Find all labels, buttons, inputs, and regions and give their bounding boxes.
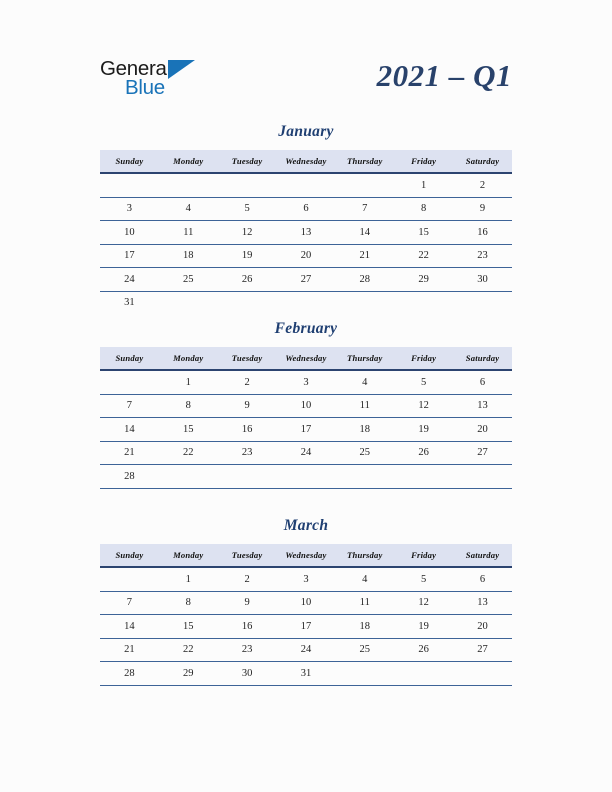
day-cell[interactable]: 12 [394, 394, 453, 418]
day-cell[interactable]: 18 [159, 244, 218, 268]
day-cell-empty [394, 291, 453, 314]
week-row [100, 291, 512, 314]
day-cell[interactable]: 5 [394, 567, 453, 591]
week-row [100, 221, 512, 245]
day-cell[interactable]: 10 [100, 221, 159, 245]
day-cell[interactable]: 11 [335, 591, 394, 615]
weekday-header-saturday: Saturday [453, 544, 512, 567]
day-cell[interactable]: 2 [453, 173, 512, 197]
day-cell-empty [335, 173, 394, 197]
day-cell[interactable]: 22 [159, 441, 218, 465]
day-cell[interactable]: 13 [453, 394, 512, 418]
month-table [100, 347, 512, 489]
month-block-january [100, 122, 512, 314]
weekday-header-row [100, 150, 512, 173]
weekday-header-friday: Friday [394, 347, 453, 370]
day-cell[interactable]: 4 [335, 567, 394, 591]
week-row [100, 268, 512, 292]
day-cell[interactable]: 17 [277, 615, 336, 639]
day-cell-empty [100, 370, 159, 394]
day-cell[interactable]: 12 [218, 221, 277, 245]
month-table [100, 544, 512, 686]
day-cell[interactable]: 29 [159, 662, 218, 686]
day-cell[interactable]: 31 [124, 297, 135, 309]
day-cell[interactable]: 27 [453, 638, 512, 662]
day-cell[interactable]: 13 [453, 591, 512, 615]
day-cell[interactable]: 18 [335, 615, 394, 639]
day-cell[interactable]: 22 [159, 638, 218, 662]
day-cell[interactable]: 26 [218, 268, 277, 292]
day-cell[interactable]: 4 [335, 370, 394, 394]
weekday-header-monday: Monday [159, 544, 218, 567]
day-cell[interactable]: 10 [277, 394, 336, 418]
day-cell[interactable]: 27 [277, 268, 336, 292]
week-row [100, 173, 512, 197]
day-cell[interactable]: 26 [394, 638, 453, 662]
weekday-header-thursday: Thursday [335, 544, 394, 567]
logo-text-blue: Blue [125, 76, 165, 99]
day-cell-empty [335, 662, 394, 686]
month-title: January [278, 123, 334, 140]
month-block-february [100, 319, 512, 489]
day-cell[interactable]: 6 [277, 197, 336, 221]
weekday-header-tuesday: Tuesday [218, 347, 277, 370]
day-cell[interactable]: 18 [335, 418, 394, 442]
weekday-header-thursday: Thursday [335, 150, 394, 173]
day-cell[interactable]: 17 [277, 418, 336, 442]
weekday-header-wednesday: Wednesday [277, 150, 336, 173]
day-cell[interactable]: 2 [218, 567, 277, 591]
day-cell-empty [100, 567, 159, 591]
day-cell[interactable]: 12 [394, 591, 453, 615]
day-cell[interactable]: 28 [100, 465, 159, 489]
week-row [100, 197, 512, 221]
weekday-header-monday: Monday [159, 347, 218, 370]
day-cell[interactable]: 8 [394, 197, 453, 221]
weekday-header-saturday: Saturday [453, 347, 512, 370]
day-cell[interactable]: 9 [218, 591, 277, 615]
day-cell[interactable]: 1 [394, 173, 453, 197]
day-cell[interactable]: 16 [453, 221, 512, 245]
day-cell[interactable]: 1 [159, 370, 218, 394]
weekday-header-row [100, 544, 512, 567]
day-cell-empty [453, 662, 512, 686]
week-row [100, 465, 512, 489]
day-cell[interactable]: 2 [218, 370, 277, 394]
logo-triangle-icon [168, 60, 195, 79]
weekday-header-friday: Friday [394, 544, 453, 567]
day-cell[interactable]: 8 [159, 591, 218, 615]
general-blue-logo [100, 59, 200, 105]
day-cell[interactable]: 14 [100, 418, 159, 442]
day-cell[interactable]: 8 [159, 394, 218, 418]
week-row [100, 370, 512, 394]
day-cell-empty [277, 291, 336, 314]
week-row [100, 638, 512, 662]
day-cell[interactable]: 30 [218, 662, 277, 686]
day-cell-empty [159, 465, 218, 489]
weekday-header-sunday: Sunday [100, 544, 159, 567]
weekday-header-tuesday: Tuesday [218, 150, 277, 173]
day-cell[interactable]: 31 [277, 662, 336, 686]
day-cell[interactable]: 4 [159, 197, 218, 221]
day-cell[interactable]: 7 [100, 591, 159, 615]
day-cell-empty [218, 465, 277, 489]
day-cell[interactable]: 20 [453, 418, 512, 442]
day-cell[interactable]: 16 [218, 615, 277, 639]
day-cell[interactable]: 14 [100, 615, 159, 639]
day-cell[interactable]: 5 [394, 370, 453, 394]
day-cell[interactable]: 20 [453, 615, 512, 639]
day-cell[interactable]: 15 [159, 615, 218, 639]
day-cell-empty [159, 173, 218, 197]
day-cell-empty [394, 465, 453, 489]
weekday-header-sunday: Sunday [100, 150, 159, 173]
weekday-header-friday: Friday [394, 150, 453, 173]
logo-text-general: General [100, 57, 171, 80]
day-cell-empty [100, 173, 159, 197]
week-row [100, 591, 512, 615]
day-cell[interactable]: 13 [277, 221, 336, 245]
day-cell[interactable]: 9 [453, 197, 512, 221]
weekday-header-wednesday: Wednesday [277, 347, 336, 370]
day-cell[interactable]: 21 [100, 638, 159, 662]
week-row [100, 418, 512, 442]
week-row [100, 662, 512, 686]
month-title: March [283, 517, 329, 534]
week-row [100, 567, 512, 591]
day-cell[interactable]: 19 [394, 418, 453, 442]
month-block-march [100, 516, 512, 686]
weekday-header-monday: Monday [159, 150, 218, 173]
week-row [100, 441, 512, 465]
month-table [100, 150, 512, 314]
day-cell[interactable]: 25 [335, 441, 394, 465]
day-cell[interactable]: 23 [218, 441, 277, 465]
week-row [100, 244, 512, 268]
day-cell[interactable]: 25 [159, 268, 218, 292]
day-cell[interactable]: 26 [394, 441, 453, 465]
day-cell[interactable]: 14 [335, 221, 394, 245]
day-cell[interactable]: 22 [394, 244, 453, 268]
day-cell[interactable]: 9 [218, 394, 277, 418]
day-cell[interactable]: 11 [335, 394, 394, 418]
day-cell[interactable]: 3 [100, 197, 159, 221]
day-cell-empty [277, 465, 336, 489]
day-cell[interactable]: 20 [277, 244, 336, 268]
day-cell[interactable]: 7 [335, 197, 394, 221]
day-cell[interactable]: 5 [218, 197, 277, 221]
weekday-header-saturday: Saturday [453, 150, 512, 173]
weekday-header-tuesday: Tuesday [218, 544, 277, 567]
page-title: 2021 – Q1 [376, 58, 512, 93]
day-cell[interactable]: 27 [453, 441, 512, 465]
day-cell[interactable]: 28 [100, 662, 159, 686]
day-cell[interactable]: 28 [335, 268, 394, 292]
day-cell-empty [453, 465, 512, 489]
day-cell[interactable]: 3 [277, 567, 336, 591]
week-row [100, 394, 512, 418]
day-cell[interactable]: 15 [159, 418, 218, 442]
weekday-header-wednesday: Wednesday [277, 544, 336, 567]
day-cell[interactable]: 29 [394, 268, 453, 292]
week-row [100, 615, 512, 639]
day-cell[interactable]: 15 [394, 221, 453, 245]
weekday-header-thursday: Thursday [335, 347, 394, 370]
page-header [100, 55, 512, 110]
weekday-header-row [100, 347, 512, 370]
day-cell-empty [453, 291, 512, 314]
day-cell[interactable]: 25 [335, 638, 394, 662]
day-cell[interactable]: 23 [218, 638, 277, 662]
day-cell[interactable]: 21 [335, 244, 394, 268]
day-cell-empty [277, 173, 336, 197]
day-cell[interactable]: 19 [394, 615, 453, 639]
day-cell[interactable]: 11 [159, 221, 218, 245]
day-cell-empty [335, 465, 394, 489]
day-cell[interactable]: 19 [218, 244, 277, 268]
day-cell-empty [159, 291, 218, 314]
day-cell[interactable]: 7 [100, 394, 159, 418]
month-title: February [274, 320, 338, 337]
day-cell[interactable]: 23 [453, 244, 512, 268]
day-cell[interactable]: 30 [453, 268, 512, 292]
day-cell[interactable]: 24 [277, 638, 336, 662]
day-cell[interactable]: 10 [277, 591, 336, 615]
day-cell[interactable]: 3 [277, 370, 336, 394]
day-cell[interactable]: 17 [100, 244, 159, 268]
day-cell[interactable]: 6 [453, 567, 512, 591]
day-cell[interactable]: 24 [100, 268, 159, 292]
day-cell[interactable]: 6 [453, 370, 512, 394]
day-cell-empty [218, 291, 277, 314]
day-cell[interactable]: 21 [100, 441, 159, 465]
weekday-header-sunday: Sunday [100, 347, 159, 370]
day-cell[interactable]: 1 [159, 567, 218, 591]
day-cell-empty [335, 291, 394, 314]
day-cell[interactable]: 24 [277, 441, 336, 465]
day-cell[interactable]: 16 [218, 418, 277, 442]
day-cell-empty [218, 173, 277, 197]
day-cell-empty [394, 662, 453, 686]
